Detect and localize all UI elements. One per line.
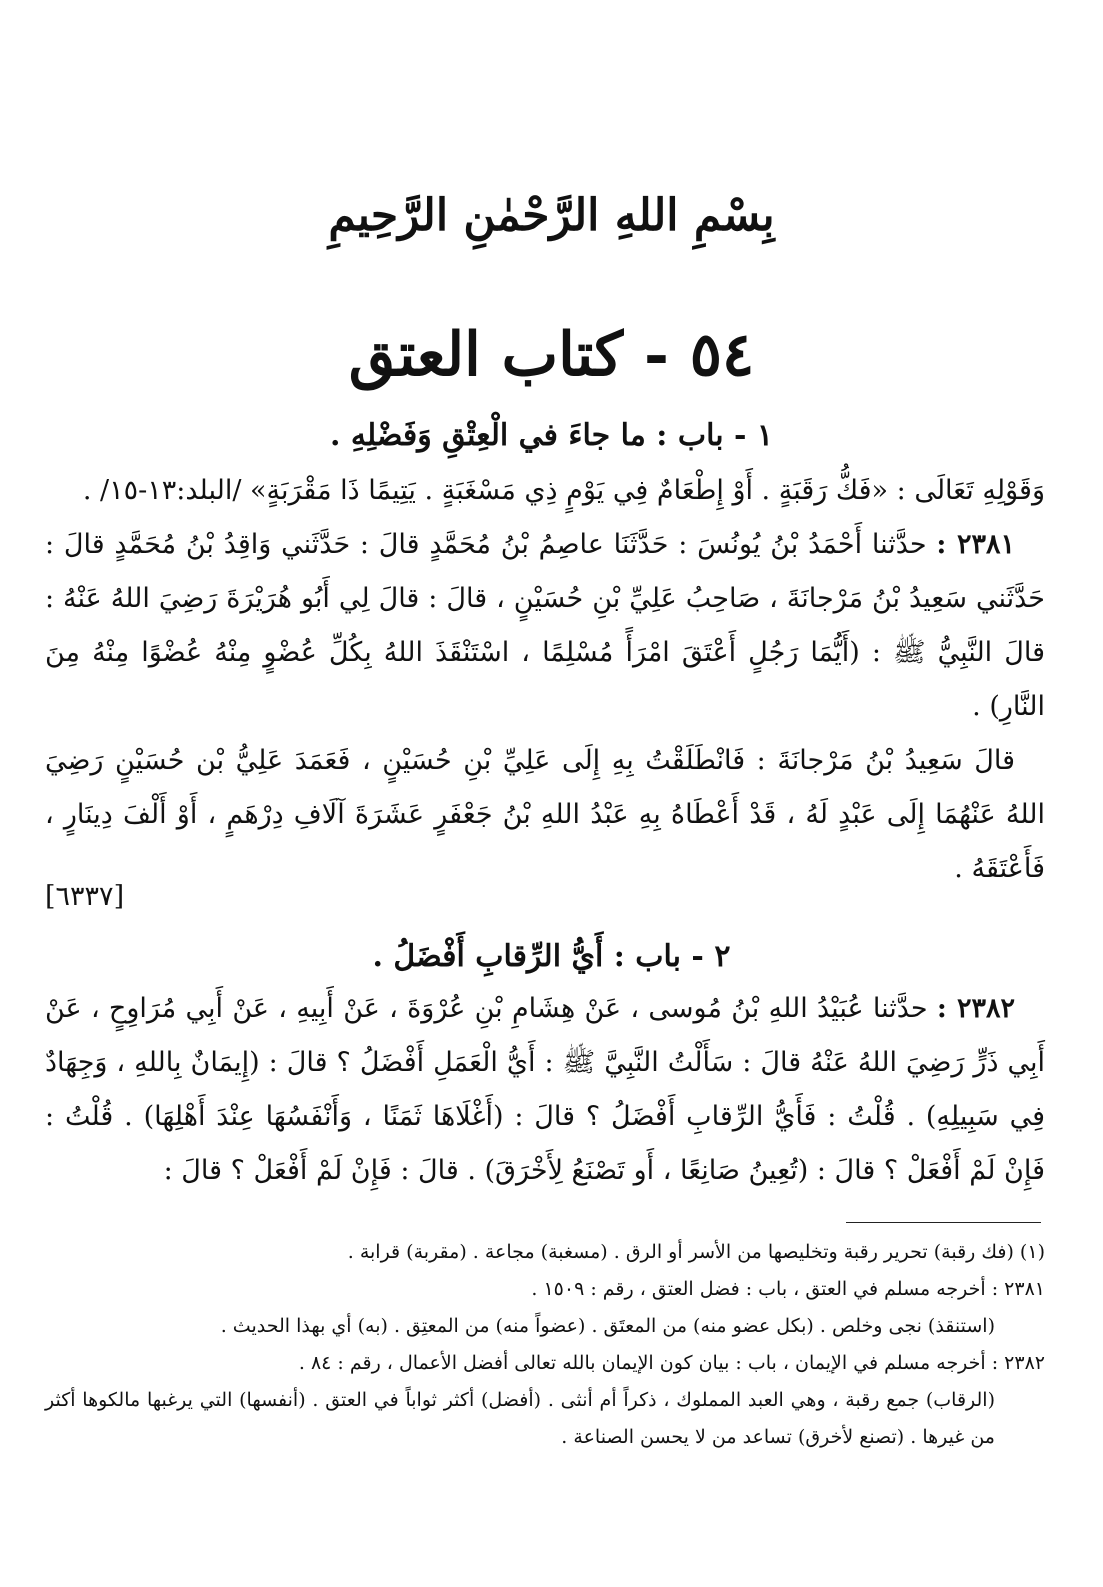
book-title: ٥٤ - كتاب العتق bbox=[348, 320, 755, 390]
hadith-2382 bbox=[45, 982, 1045, 1198]
footnotes bbox=[45, 1234, 1045, 1456]
hadith-text: حدَّثنا عُبَيْدُ اللهِ بْنُ مُوسى ، عَنْ هِشَامِ بْنِ عُرْوَةَ ، عَنْ أَبِيهِ ، عَنْ أَبِي مُرَاوِحٍ ، عَنْ أَبِي ذَرٍّ رَضِيَ اللهُ عَنْهُ قالَ : سَأَلْتُ النَّبِيَّ ﷺ : أَيُّ الْعَمَلِ أَفْضَلُ ؟ قالَ : (إِيمَانٌ بِاللهِ ، وَجِهَادٌ فِي سَبِيلِهِ) . قُلْتُ : فَأَيُّ الرِّقابِ أَفْضَلُ ؟ قالَ : (أَغْلَاهَا ثَمَنًا ، وَأَنْفَسُهَا عِنْدَ أَهْلِهَا) . قُلْتُ : فَإِنْ لَمْ أَفْعَلْ ؟ قالَ : (تُعِينُ صَانِعًا ، أَو تَصْنَعُ لِأَخْرَقَ) . قالَ : فَإِنْ لَمْ أَفْعَلْ ؟ قالَ : bbox=[45, 993, 1045, 1186]
chapter-2-body bbox=[45, 982, 1045, 1198]
cross-reference: [٦٣٣٧] bbox=[45, 881, 125, 912]
footnote: ٢٣٨٢ : أخرجه مسلم في الإيمان ، باب : بيان كون الإيمان بالله تعالى أفضل الأعمال ، رقم : ٨٤ . bbox=[298, 1352, 1045, 1374]
footnote: (١) (فك رقبة) تحرير رقبة وتخليصها من الأسر أو الرق . (مسغبة) مجاعة . (مقربة) قرابة . bbox=[347, 1241, 1045, 1263]
basmala-calligraphy: بِسْمِ اللهِ الرَّحْمٰنِ الرَّحِيمِ bbox=[328, 190, 775, 241]
footnote: ٢٣٨١ : أخرجه مسلم في العتق ، باب : فضل العتق ، رقم : ١٥٠٩ . bbox=[531, 1278, 1045, 1300]
chapter-heading-1: ١ - باب : ما جاءَ في الْعِتْقِ وَفَضْلِهِ . bbox=[329, 418, 774, 453]
hadith-2381 bbox=[45, 518, 1045, 734]
chapter-1-body bbox=[45, 464, 1045, 896]
footnote-divider bbox=[846, 1222, 1041, 1223]
chapter-heading-2: ٢ - باب : أَيُّ الرِّقابِ أَفْضَلُ . bbox=[372, 939, 731, 974]
footnote: (استنقذ) نجى وخلص . (بكل عضو منه) من المعتَق . (عضواً منه) من المعتِق . (به) أي بهذا الحديث . bbox=[220, 1315, 995, 1337]
hadith-number: ٢٣٨١ : bbox=[936, 529, 1016, 560]
quran-verse: وَقَوْلِهِ تَعَالَى : «فَكُّ رَقَبَةٍ . أَوْ إِطْعَامٌ فِي يَوْمٍ ذِي مَسْغَبَةٍ . يَتِيمًا ذَا مَقْرَبَةٍ» /البلد:١٣-١٥/ . bbox=[82, 475, 1045, 506]
hadith-2381-continuation: قالَ سَعِيدُ بْنُ مَرْجانَةَ : فَانْطَلَقْتُ بِهِ إِلَى عَلِيِّ بْنِ حُسَيْنٍ ، فَعَمَدَ عَلِيُّ بْن حُسَيْنٍ رَضِيَ اللهُ عَنْهُمَا إِلَى عَبْدٍ لَهُ ، قَدْ أَعْطَاهُ بِهِ عَبْدُ اللهِ بْنُ جَعْفَرٍ عَشَرَةَ آلَافِ دِرْهَمٍ ، أَوْ أَلْفَ دِينَارٍ ، فَأَعْتَقَهُ . bbox=[45, 745, 1045, 884]
footnote: (الرقاب) جمع رقبة ، وهي العبد المملوك ، ذكراً أم أنثى . (أفضل) أكثر ثواباً في العتق . (أنفسها) التي يرغبها مالكوها أكثر من غيرها . (تصنع لأخرق) تساعد من لا يحسن الصناعة . bbox=[45, 1389, 995, 1448]
hadith-number: ٢٣٨٢ : bbox=[936, 993, 1015, 1024]
hadith-text: حدَّثنا أَحْمَدُ بْنُ يُونُسَ : حَدَّثَنَا عاصِمُ بْنُ مُحَمَّدٍ قالَ : حَدَّثَني وَاقِدُ بْنُ مُحَمَّدٍ قالَ : حَدَّثَني سَعِيدُ بْنُ مَرْجانَةَ ، صَاحِبُ عَلِيِّ بْنِ حُسَيْنٍ ، قالَ : قالَ لِي أَبُو هُرَيْرَةَ رَضِيَ اللهُ عَنْهُ : قالَ النَّبِيُّ ﷺ : (أَيُّمَا رَجُلٍ أَعْتَقَ امْرَأً مُسْلِمًا ، اسْتَنْقَذَ اللهُ بِكُلِّ عُضْوٍ مِنْهُ عُضْوًا مِنْهُ مِنَ النَّارِ) . bbox=[45, 529, 1045, 722]
